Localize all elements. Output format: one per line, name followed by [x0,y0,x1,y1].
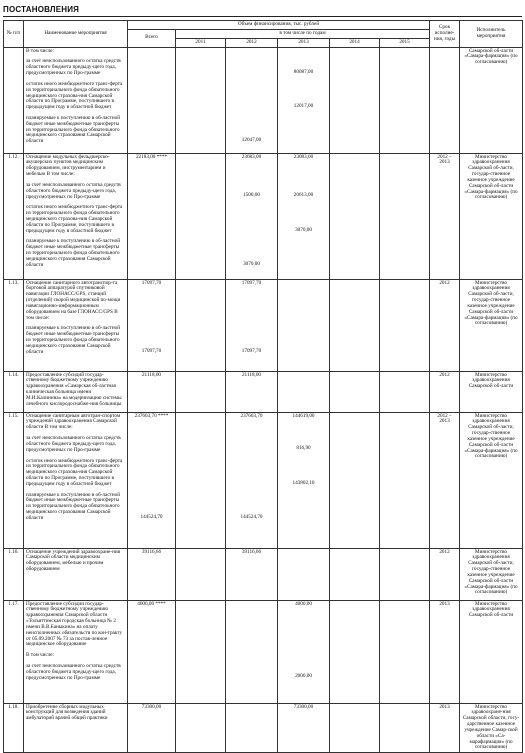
col-header-by-year: в том числе по годам [176,30,430,39]
value-y2011 [176,153,226,279]
value-y2013 [278,153,330,279]
activity-name-part: за счет неиспользованного остатка средств областного бюджета предыду-щего года, предусмотренных по Про-грамме [26,181,122,200]
activity-name-part: планируемые к поступлению в об-ластной бюджет иные межбюджетные трансферты из территориального фонда обязательного медицинского страхования Самарской области [26,114,122,145]
activity-name-part: остаток иного межбюджетного транс-ферта из территориального фонда обязательного медицинского страхова-ния Самарской области по Программе, поступившего в предыдущем году в областной бюджет [26,457,124,487]
term: 2012 – 2013 [430,412,460,548]
value-y2012 [226,47,278,153]
executor: Министерство здравоохранения Самарской об-ласти [460,371,523,412]
activity-name-part: Оснащение санитарным автотран-спортом учреждений здравоохранения Самарской области В том числе: [26,412,122,431]
value-cell: 80087,00 [293,68,314,75]
value-y2014 [330,703,380,753]
value-cell: 237603,70 **** [134,412,169,419]
value-y2011 [176,412,226,548]
value-total [128,279,176,371]
row-number: 1.13. [4,279,24,371]
activity-name [24,703,128,753]
executor: Самарской об-ласти «Самара-фармация» (по согласованию) [460,47,523,153]
value-y2015 [380,371,430,412]
value-cell: 1500,00 [243,191,260,198]
activity-name [24,412,128,548]
term [430,47,460,153]
value-y2012 [226,600,278,703]
value-y2013 [278,47,330,153]
col-header-year: 2011 [176,38,226,47]
value-cell: 21118,00 [141,371,162,378]
value-cell: 816,90 [296,444,311,451]
row-number [4,47,24,153]
value-cell: 143802,10 [292,479,315,486]
executor: Министерство здравоохранения Самарской об-ласти [460,600,523,703]
value-y2011 [176,703,226,753]
value-y2011 [176,47,226,153]
value-total [128,412,176,548]
activity-name-part: Оснащение санитарного автотранспор-та бортовой аппаратурой спутниковой навигации ГЛОНАСС/GPS, станций (отделений) скорой медицинской по-мощи навигационно-информационным оборудованием на базе ГЛОНАСС/GPS В том числе: [26,279,122,321]
section-title: ПОСТАНОВЛЕНИЯ [3,5,80,14]
activity-name-part: за счет неиспользованного остатка средств областного бюджета предыду-щего года, предусмотренных по Про-грамме [26,662,122,681]
value-cell: 12017,00 [293,102,314,109]
funding-table [3,20,523,753]
value-cell: 23083,00 [293,153,314,160]
col-header-term: Срок исполне-ния, годы [430,21,460,48]
value-y2011 [176,548,226,600]
row-number: 1.18. [4,703,24,753]
activity-name [24,548,128,600]
table-row [4,153,523,279]
activity-name [24,153,128,279]
term: 2012 [430,371,460,412]
activity-name-part: планируемые к поступлению в об-ластной бюджет иные межбюджетные трансферты из территориального фонда обязательного медицинского страхования Самарской области [26,491,122,521]
activity-name-part: за счет неиспользованного остатка средств областного бюджета предыду-щего года, предусмотренных по Про-грамме [26,435,122,453]
value-cell: 73300,00 [293,703,314,710]
value-cell: 4000,00 **** [137,600,166,607]
col-header-year: 2012 [226,38,278,47]
value-y2015 [380,703,430,753]
executor: Министерство здравоохранения Самарской об-ласти, государ-ственное казенное учреждение Самарской об-ласти «Самара-фармация» (по согласованию) [460,548,523,600]
table-row [4,548,523,600]
value-cell: 21118,00 [241,371,262,378]
value-cell: 144619,00 [292,412,315,419]
row-number: 1.16. [4,548,24,600]
col-header-name: Наименование мероприятия [24,21,128,48]
col-header-year: 2014 [330,38,380,47]
activity-name [24,371,128,412]
value-y2014 [330,412,380,548]
value-cell: 3070,00 [295,226,312,233]
value-y2015 [380,279,430,371]
table-row [4,47,523,153]
value-y2015 [380,548,430,600]
executor: Министерство здравоохране-ния Самарской области, госу-дарственное казенное учреждение Самар-ской области «Са-марафармация» (по согласованию) [460,703,523,753]
value-y2013 [278,371,330,412]
value-cell: 237603,70 [240,412,263,419]
value-y2015 [380,47,430,153]
value-y2014 [330,600,380,703]
col-header-year: 2015 [380,38,430,47]
value-y2011 [176,279,226,371]
term: 2013 [430,703,460,753]
value-y2013 [278,279,330,371]
value-cell: 2000,00 [295,672,312,679]
value-cell: 17097,70 [141,279,162,286]
col-header-num: № п/п [4,21,24,48]
executor: Министерство здравоохранения Самарской об-ласти, государ-ственное казенное учреждение Самарской об-ласти «Самара-фармация» (по согласованию) [460,412,523,548]
activity-name-part: остаток иного межбюджетного транс-ферта из территориального фонда обязательного медицинского страхова-ния Самарской области по Программе, поступившего в предыдущем году в областной бюджет [26,204,124,234]
value-y2015 [380,412,430,548]
value-y2012 [226,153,278,279]
col-header-total: Всего [128,30,176,48]
value-total [128,548,176,600]
row-number: 1.17. [4,600,24,703]
term: 2012 – 2013 [430,153,460,279]
activity-name-part: В том числе: [26,652,55,659]
value-cell: 17097,70 [141,347,162,354]
value-y2012 [226,371,278,412]
value-total [128,600,176,703]
activity-name-part: за счет неиспользованного остатка средств областного бюджета предыду-щего года, предусмотренных по Про-грамме [26,58,122,77]
table-row [4,703,523,753]
activity-name-part: Оснащение учреждений здравоохране-ния Самарской области медицинским оборудованием, мебелью и прочим оборудованием [26,548,122,573]
value-total [128,153,176,279]
value-cell: 39116,66 [241,548,262,555]
value-y2011 [176,600,226,703]
activity-name-part: В том числе: [26,47,55,54]
activity-name-part: планируемые к поступлению в об-ластной бюджет иные межбюджетные трансферты из территориального фонда обязательного медицинского страхования Самарской области [26,238,122,268]
value-cell: 3070,00 [243,260,260,267]
value-cell: 22183,00 **** [135,153,168,160]
page-header [3,2,522,17]
value-y2012 [226,279,278,371]
executor: Министерство здравоохранения Самарской об-ласти, государ-ственное казенное учреждение Самарской об-ласти «Самара-фармация» (по согласованию) [460,153,523,279]
term: 2013 [430,600,460,703]
value-y2014 [330,371,380,412]
col-header-executor: Исполнитель мероприятия [460,21,523,48]
col-header-funding: Объем финансирования, тыс. рублей [128,21,430,30]
activity-name-part: планируемые к поступлению в об-ластной бюджет иные межбюджетные трансферты из территориального фонда обязательного медицинского страхования Самарской области [26,325,122,355]
table-row [4,279,523,371]
activity-name [24,279,128,371]
value-cell: 17097,70 [241,279,262,286]
activity-name-part: Предоставление субсидии государ-ственному бюджетному учреждению здравоохранения Самарской области «Тольяттинская городская больница № 2 имени В.В.Баныкина» на оплату неисполненных обязательств по кон-тракту от 05.09.2007 № 73 за постав-ленное медицинское оборудование [26,600,124,648]
term: 2012 [430,279,460,371]
value-y2014 [330,279,380,371]
value-cell: 73300,00 [141,703,162,710]
value-y2015 [380,600,430,703]
value-y2012 [226,548,278,600]
executor: Министерство здравоохранения Самарской об-ласти, государ-ственное казенное учреждение Самарской об-ласти «Самара-фармация» (по согласованию) [460,279,523,371]
value-y2013 [278,412,330,548]
term: 2012 [430,548,460,600]
row-number: 1.12. [4,153,24,279]
value-cell: 20613,00 [293,191,314,198]
value-cell: 23683,00 [241,153,262,160]
row-number: 1.14. [4,371,24,412]
value-cell: 4000,00 [295,600,312,607]
activity-name [24,47,128,153]
value-y2013 [278,548,330,600]
value-cell: 17097,70 [241,347,262,354]
value-cell: 39116,66 [141,548,162,555]
row-number: 1.15. [4,412,24,548]
value-total [128,703,176,753]
col-header-year: 2013 [278,38,330,47]
value-y2013 [278,600,330,703]
activity-name [24,600,128,703]
value-total [128,371,176,412]
value-total [128,47,176,153]
value-y2014 [330,548,380,600]
activity-name-part: Предоставление субсидий государ-ственному бюджетному учреждению здравоохранения «Самарская об-ластная клиническая больница имени М.И.Калинина» на модернизацию системы лечебного кислородоснабже-ния больницы [26,371,123,407]
table-row [4,412,523,548]
value-cell: 144524,70 [140,513,163,520]
value-y2014 [330,153,380,279]
table-row [4,371,523,412]
value-y2012 [226,412,278,548]
activity-name-part: Приобретение сборных модульных конструкций для возведения зданий амбулаторий врачей общей практики [26,703,108,722]
value-y2011 [176,371,226,412]
activity-name-part: Оснащение модульных фельдшерско-акушерских пунктов медицинским оборудованием, инструментарием и мебелью В том числе: [26,153,110,178]
value-y2013 [278,703,330,753]
value-cell: 12047,00 [241,136,262,143]
value-y2015 [380,153,430,279]
table-row [4,600,523,703]
value-y2012 [226,703,278,753]
value-cell: 144524,70 [240,513,263,520]
activity-name-part: остаток иного межбюджетного транс-ферта из территориального фонда обязательного медицинского страхова-ния Самарской области по Программе, поступившего в предыдущем году в областной бюджет [26,80,124,111]
value-y2014 [330,47,380,153]
